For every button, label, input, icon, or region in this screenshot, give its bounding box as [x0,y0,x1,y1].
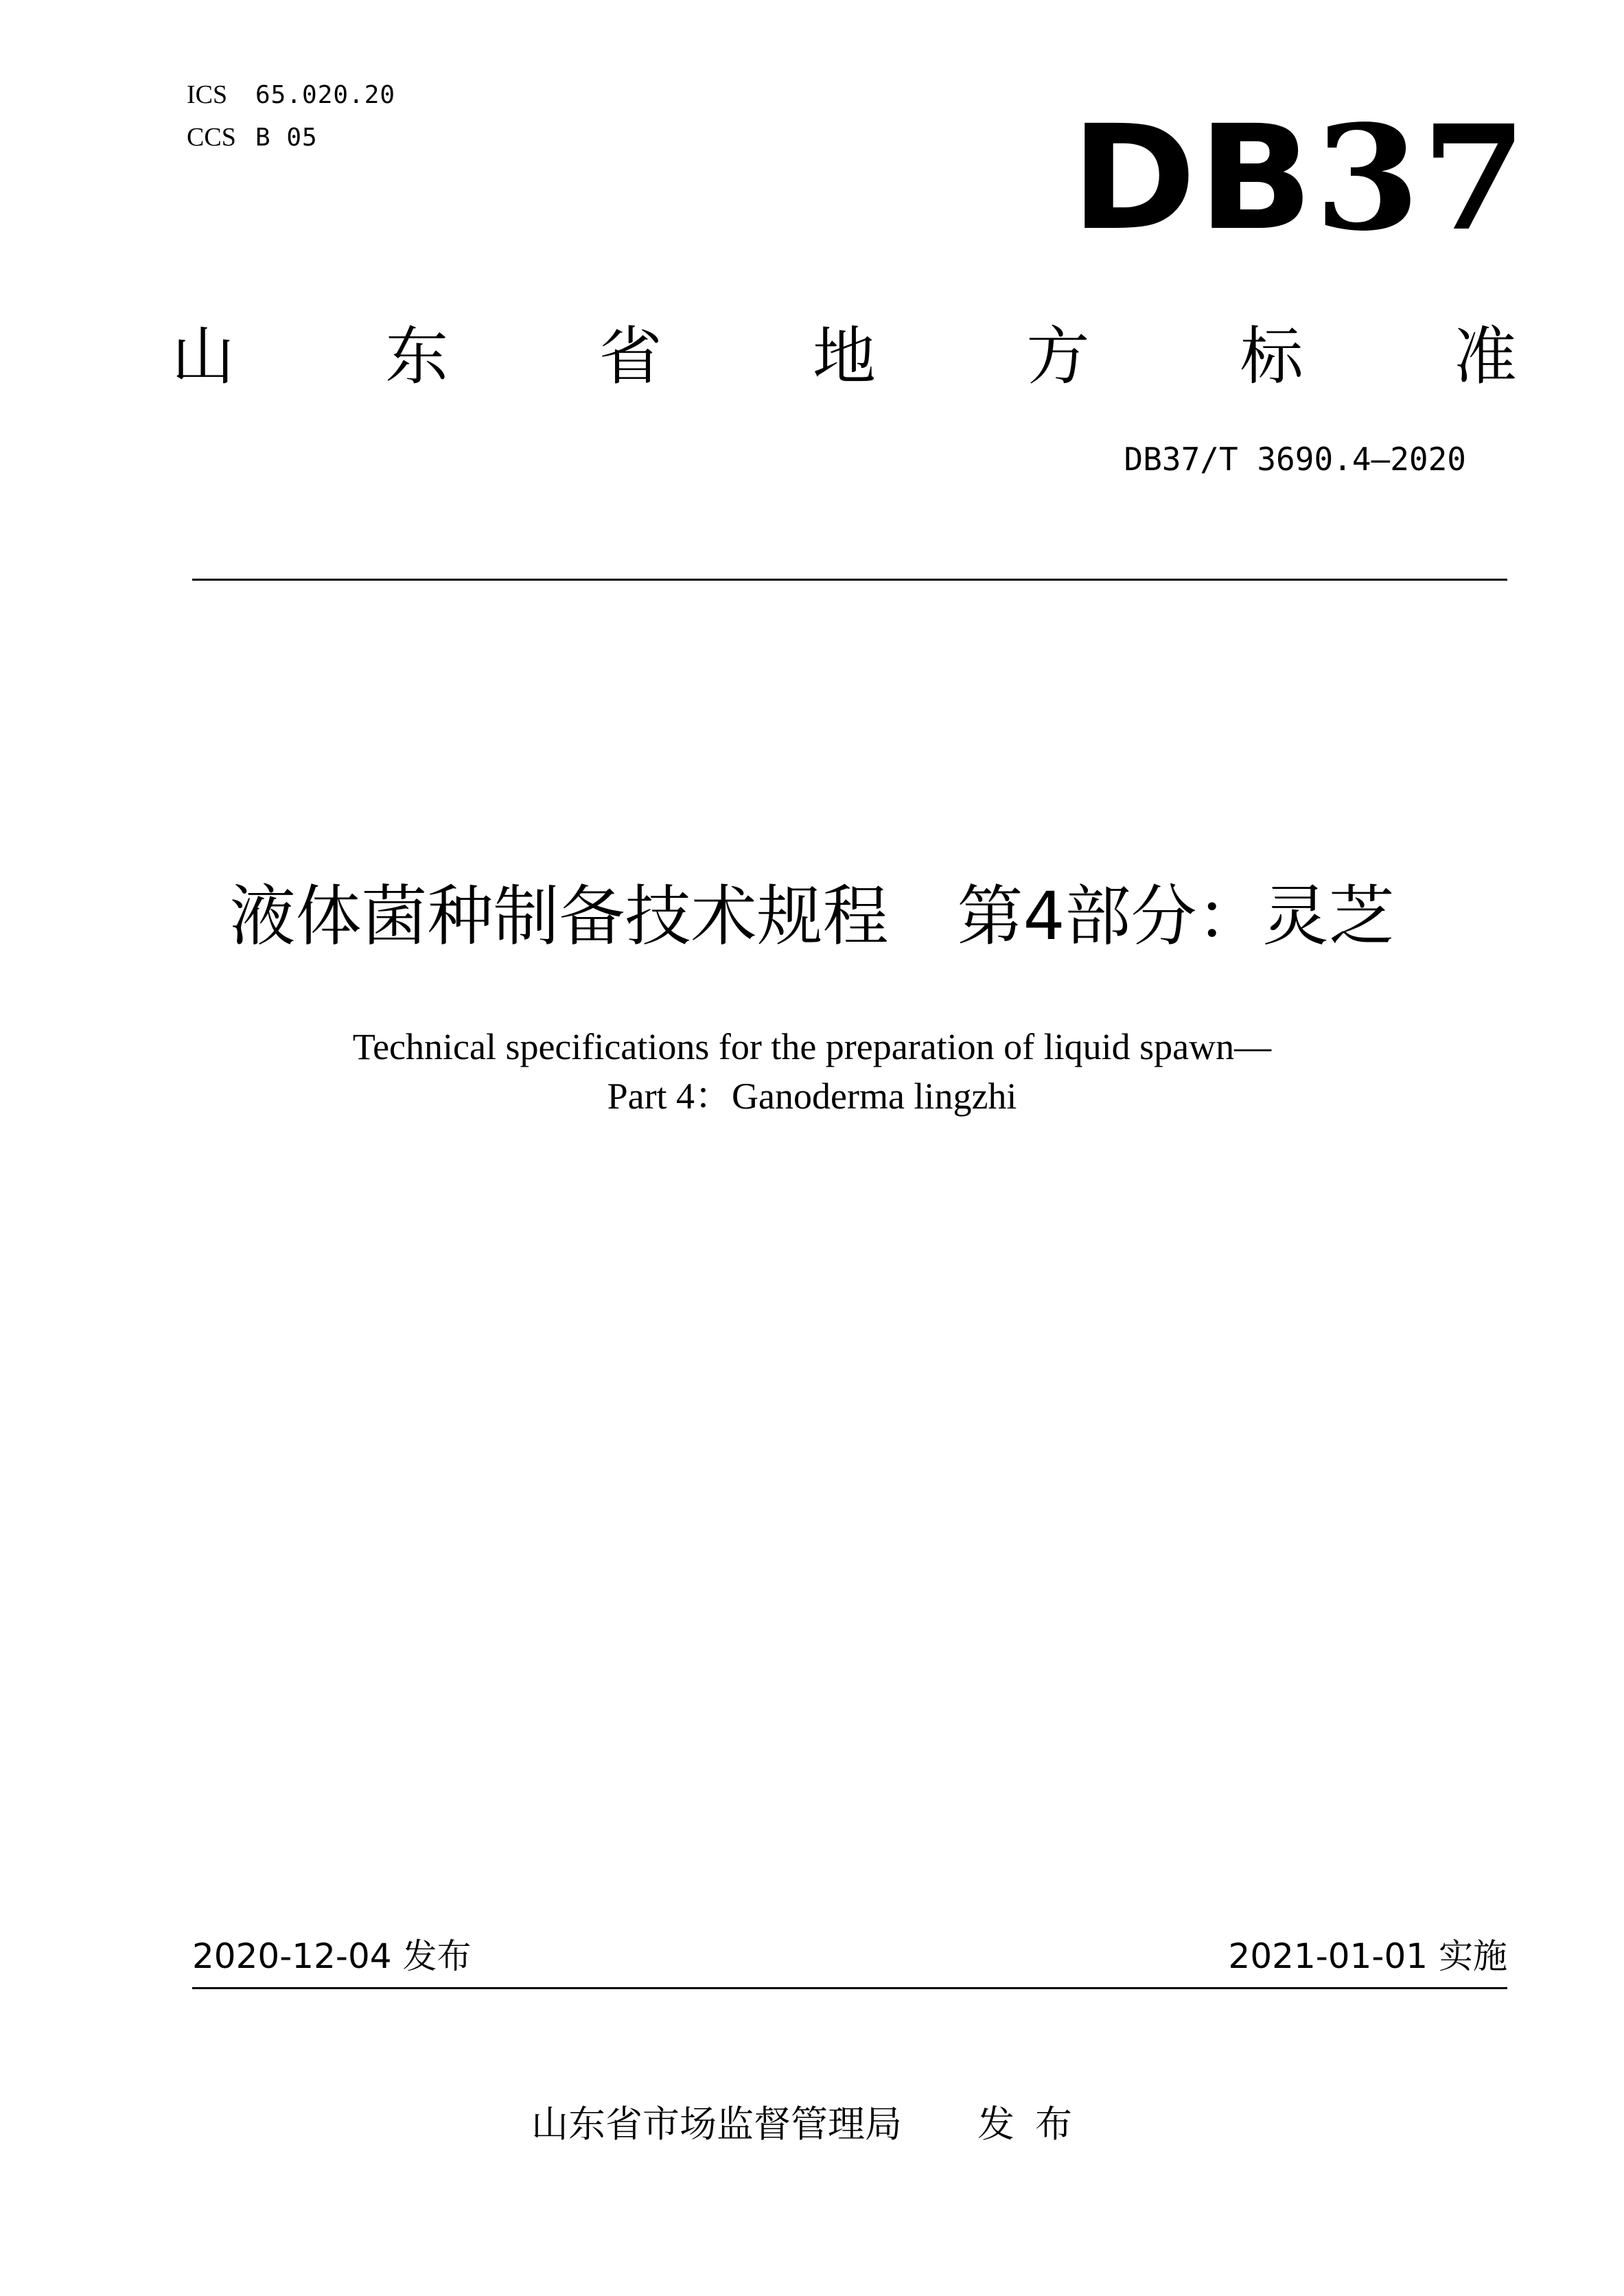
implement-date: 2021-01-01 实施 [1228,1936,1507,1976]
standard-type-char: 山 [172,320,235,393]
standard-type-char: 方 [1026,320,1090,393]
standard-type-heading [172,309,1517,405]
logo-number: 37 [1314,93,1529,263]
ics-label: ICS [187,80,228,109]
ccs-label: CCS [187,123,236,152]
ccs-code: B 05 [255,123,318,152]
standard-type-char: 准 [1453,320,1517,393]
ccs-classification [187,117,318,158]
english-title-line-2: Part 4：Ganoderma lingzhi [607,1076,1017,1117]
header-divider [192,579,1507,581]
issuer-line [0,2097,1624,2152]
ics-classification [187,74,395,115]
standard-number: DB37/T 3690.4—2020 [1124,441,1466,478]
issuer-action: 发布 [977,2102,1093,2146]
db37-logo [1071,93,1529,263]
standard-type-char: 省 [599,320,662,393]
chinese-title-main: 液体菌种制备技术规程 [229,878,889,955]
publish-date: 2020-12-04 发布 [192,1936,472,1976]
standard-type-char: 标 [1240,320,1303,393]
logo-prefix: DB [1071,94,1315,262]
chinese-title-part: 第4部分：灵芝 [957,878,1395,955]
standard-type-char: 地 [812,320,876,393]
standard-type-char: 东 [385,320,449,393]
ics-code: 65.020.20 [255,80,396,109]
footer-divider [192,1987,1507,1989]
issuer-name: 山东省市场监督管理局 [531,2102,902,2146]
chinese-title [0,872,1624,961]
english-title-line-1: Technical specifications for the preparation of liquid spawn— [352,1026,1272,1067]
